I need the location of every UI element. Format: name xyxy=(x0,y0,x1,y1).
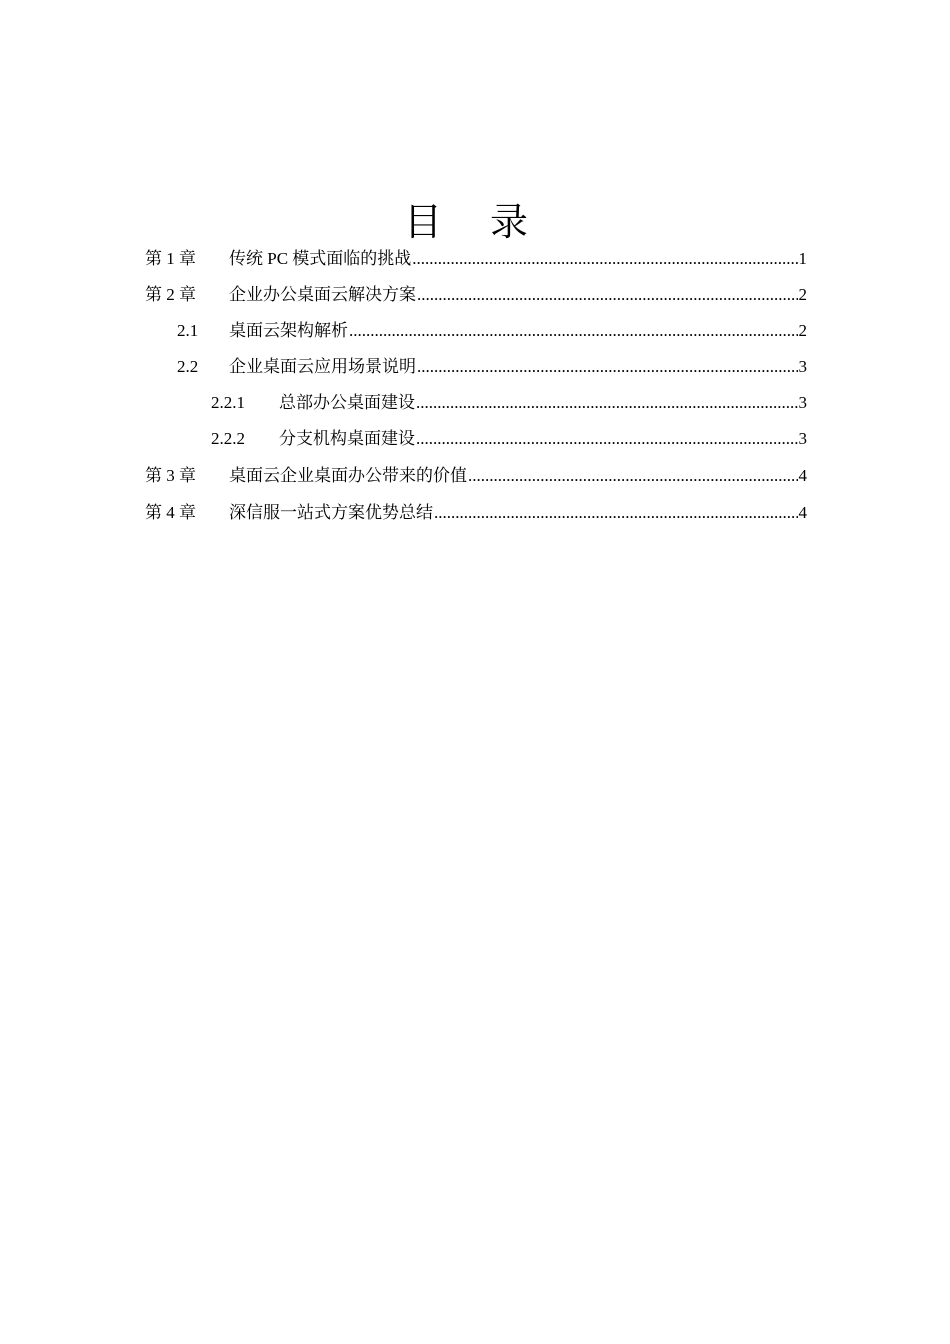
toc-entry-text: 分支机构桌面建设 xyxy=(279,429,415,448)
toc-entry-section-2-1[interactable] xyxy=(177,316,807,342)
toc-dot-leader xyxy=(416,428,798,450)
toc-entry-number: 第 1 章 xyxy=(145,249,196,268)
toc-dot-leader xyxy=(349,320,798,342)
toc-entry-number: 第 4 章 xyxy=(145,503,196,522)
toc-dot-leader xyxy=(417,356,798,378)
toc-entry-page: 2 xyxy=(798,285,807,304)
toc-entry-text: 企业办公桌面云解决方案 xyxy=(229,285,416,304)
toc-dot-leader xyxy=(468,465,798,487)
toc-entry-text: 桌面云企业桌面办公带来的价值 xyxy=(229,466,467,485)
toc-entry-number: 2.1 xyxy=(177,321,199,340)
toc-entry-section-2-2-1[interactable] xyxy=(211,388,807,414)
toc-dot-leader xyxy=(434,502,798,524)
toc-dot-leader xyxy=(417,284,798,306)
toc-entry-chapter-4[interactable] xyxy=(145,498,807,524)
toc-entry-chapter-1[interactable] xyxy=(145,244,807,270)
toc-entry-number: 2.2.2 xyxy=(211,429,245,448)
toc-title: 目 录 xyxy=(403,200,547,244)
toc-entry-page: 3 xyxy=(798,357,807,376)
toc-entry-section-2-2[interactable] xyxy=(177,352,807,378)
toc-entry-text: 传统 PC 模式面临的挑战 xyxy=(229,249,412,268)
toc-dot-leader xyxy=(416,392,798,414)
toc-entry-page: 3 xyxy=(798,393,807,412)
toc-entry-text: 深信服一站式方案优势总结 xyxy=(229,503,433,522)
toc-entry-text: 总部办公桌面建设 xyxy=(279,393,415,412)
toc-entry-number: 第 3 章 xyxy=(145,466,196,485)
toc-entry-page: 4 xyxy=(798,466,807,485)
toc-entry-page: 2 xyxy=(798,321,807,340)
toc-dot-leader xyxy=(412,248,797,270)
toc-entry-chapter-2[interactable] xyxy=(145,280,807,306)
toc-entry-section-2-2-2[interactable] xyxy=(211,424,807,450)
toc-entry-chapter-3[interactable] xyxy=(145,461,807,487)
toc-entry-number: 2.2.1 xyxy=(211,393,245,412)
toc-entry-number: 2.2 xyxy=(177,357,199,376)
toc-entry-number: 第 2 章 xyxy=(145,285,196,304)
toc-entry-text: 桌面云架构解析 xyxy=(229,321,348,340)
toc-entry-text: 企业桌面云应用场景说明 xyxy=(229,357,416,376)
toc-entry-page: 3 xyxy=(798,429,807,448)
toc-entry-page: 1 xyxy=(798,249,807,268)
toc-entry-page: 4 xyxy=(798,503,807,522)
